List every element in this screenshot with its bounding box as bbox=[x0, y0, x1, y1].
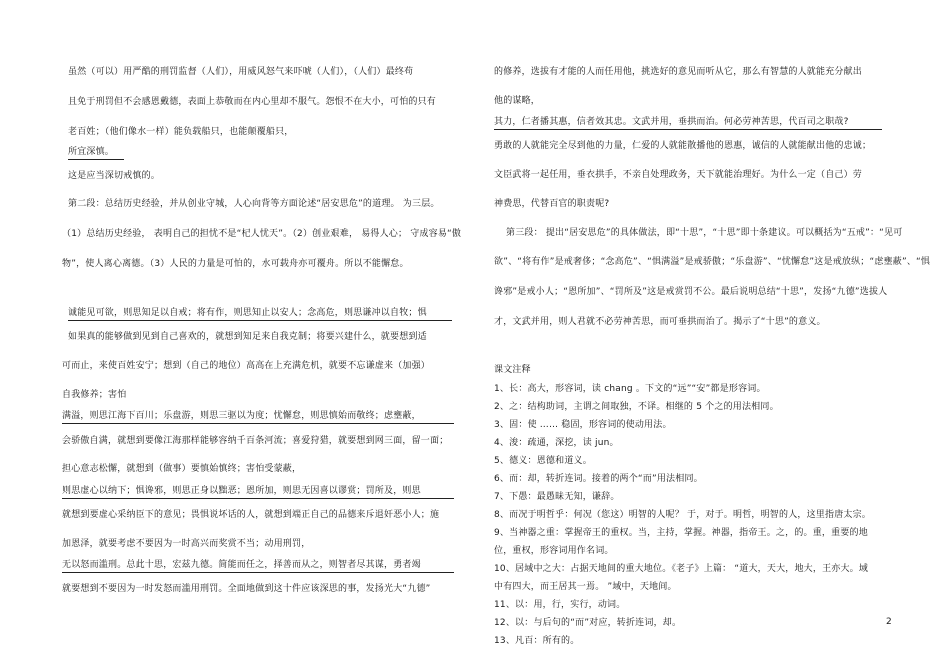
note-2: 2、之：结构助词，主谓之间取独，不译。相继的 5 个之的用法相同。 bbox=[494, 402, 779, 412]
left-line-7: （1）总结历史经验， 表明自己的担忧不是“杞人忧天”。（2）创业艰难， 易得人心； 守成容易“傲 bbox=[62, 229, 462, 239]
note-10-cont: 中有四大，而王居其一焉。 ”域中，天地间。 bbox=[494, 582, 677, 592]
right-line-1: 的修养，选拔有才能的人而任用他，挑选好的意见而听从它，那么有智慧的人就能充分献出 bbox=[494, 67, 863, 77]
left-line-11: 可而止，来使百姓安宁；想到（自己的地位）高高在上充满危机，就要不忘谦虚来（加强） bbox=[62, 361, 431, 371]
left-line-3: 老百姓；（他们像水一样）能负载船只，也能颠覆船只， bbox=[68, 127, 294, 137]
left-line-13: 满溢，则思江海下百川；乐盘游，则思三驱以为度；忧懈怠，则思慎始而敬终；虑壅蔽， bbox=[62, 410, 454, 424]
left-line-5: 这是应当深切戒慎的。 bbox=[68, 171, 161, 181]
note-10: 10、居域中之大：占据天地间的重大地位。《老子》上篇： “道大，天大，地大，王亦大。域 bbox=[494, 564, 869, 574]
note-1: 1、长：高大，形容词，读 chang 。下文的“远”“安”都是形容词。 bbox=[494, 384, 766, 394]
note-7: 7、下愚：最愚昧无知，谦辞。 bbox=[494, 492, 620, 502]
left-line-4: 所宜深慎。 bbox=[68, 146, 124, 160]
left-line-18: 加恩泽，就要考虑不要因为一时高兴而奖赏不当；动用刑罚， bbox=[62, 539, 311, 549]
right-line-7: 第三段： 提出“居安思危”的具体做法，即“十思”，“十思”即十条建议。可以概括为“五戒”：“见可 bbox=[506, 228, 903, 238]
left-line-20: 就要想到不要因为一时发怒而滥用刑罚。全面地做到这十件应该深思的事，发扬光大“九德” bbox=[62, 584, 431, 594]
notes-heading: 课文注释 bbox=[494, 365, 531, 375]
note-11: 11、以：用，行，实行，动词。 bbox=[494, 600, 626, 610]
left-line-9: 诚能见可欲，则思知足以自戒；将有作，则思知止以安人；念高危，则思谦冲以自牧；惧 bbox=[68, 307, 452, 321]
note-9-cont: 位，重权，形容词用作名词。 bbox=[494, 546, 614, 556]
right-line-8: 欲”、“将有作”是戒奢侈；“念高危”、“惧满溢”是戒骄傲；“乐盘游”、“忧懈怠”这是戒放纵；“虑壅蔽”、“惧 bbox=[494, 257, 931, 267]
right-line-9: 谗邪”是戒小人；“恩所加”、“罚所及”这是戒赏罚不公。最后说明总结“十思”，发扬“九德”选拔人 bbox=[494, 287, 888, 297]
left-line-10: 如果真的能够做到见到自己喜欢的，就想到知足来自我克制；将要兴建什么，就要想到适 bbox=[68, 332, 427, 342]
note-9: 9、当神器之重：掌握帝王的重权。当，主持，掌握。神器，指帝王。之，的。重，重要的地 bbox=[494, 528, 868, 538]
left-line-15: 担心意志松懈，就想到（做事）要慎始慎终；害怕受蒙蔽， bbox=[62, 464, 302, 474]
left-line-17: 就想到要虚心采纳臣下的意见；畏惧说坏话的人，就想到端正自己的品德来斥退奸恶小人；施 bbox=[62, 510, 440, 520]
right-line-2: 他的谋略， bbox=[494, 96, 541, 106]
left-line-2: 且免于刑罚但不会感恩戴德，表面上恭敬而在内心里却不服气。怨恨不在大小，可怕的只有 bbox=[68, 97, 437, 107]
left-line-1: 虽然（可以）用严酷的刑罚监督（人们），用威风怒气来吓唬（人们），（人们）最终苟 bbox=[68, 67, 414, 77]
left-line-6: 第二段：总结历史经验，并从创业守城，人心向背等方面论述“居安思危”的道理。 为三层。 bbox=[68, 199, 440, 209]
note-6: 6、而：却，转折连词。接着的两个“而”用法相同。 bbox=[494, 474, 703, 484]
note-12: 12、以：与后句的“而”对应，转折连词，却。 bbox=[494, 618, 682, 628]
note-13: 13、凡百：所有的。 bbox=[494, 636, 580, 646]
right-line-10: 才，文武并用，则人君就不必劳神苦思，而可垂拱而治了。揭示了“十思”的意义。 bbox=[494, 317, 826, 327]
note-5: 5、德义：恩德和道义。 bbox=[494, 456, 592, 466]
right-line-6: 神费思，代替百官的职责呢? bbox=[494, 199, 610, 209]
left-line-12: 自我修养；害怕 bbox=[62, 390, 127, 400]
right-line-5: 文臣武将一起任用，垂衣拱手，不亲自处理政务，天下就能治理好。为什么一定（自己）劳 bbox=[494, 170, 863, 180]
left-line-8: 物”，使人离心离德。（3）人民的力量是可怕的，水可载舟亦可覆舟。所以不能懈怠。 bbox=[62, 259, 409, 269]
left-line-16: 则思虚心以纳下；惧谗邪，则思正身以黜恶；恩所加，则思无因喜以谬赏；罚所及，则思 bbox=[62, 485, 454, 499]
page-number: 2 bbox=[886, 617, 892, 627]
note-8: 8、而况于明哲乎：何况（您这）明智的人呢？ 于，对于。明哲，明智的人，这里指唐太宗。 bbox=[494, 510, 871, 520]
left-line-19: 无以怒而滥刑。总此十思，宏兹九德。简能而任之，择善而从之，则智者尽其谋，勇者竭 bbox=[62, 559, 454, 573]
right-line-3: 其力，仁者播其惠，信者效其忠。文武并用，垂拱而治。何必劳神苦思，代百司之职哉? bbox=[494, 116, 882, 130]
right-line-4: 勇敢的人就能完全尽到他的力量，仁爱的人就能散播他的恩惠，诚信的人就能献出他的忠诚； bbox=[494, 141, 872, 151]
left-line-14: 会骄傲自满，就想到要像江海那样能够容纳千百条河流；喜爱狩猎，就要想到网三面，留一面； bbox=[62, 436, 449, 446]
note-4: 4、浚：疏通，深挖，读 jun。 bbox=[494, 438, 619, 448]
note-3: 3、固：使 …… 稳固，形容词的使动用法。 bbox=[494, 420, 672, 430]
